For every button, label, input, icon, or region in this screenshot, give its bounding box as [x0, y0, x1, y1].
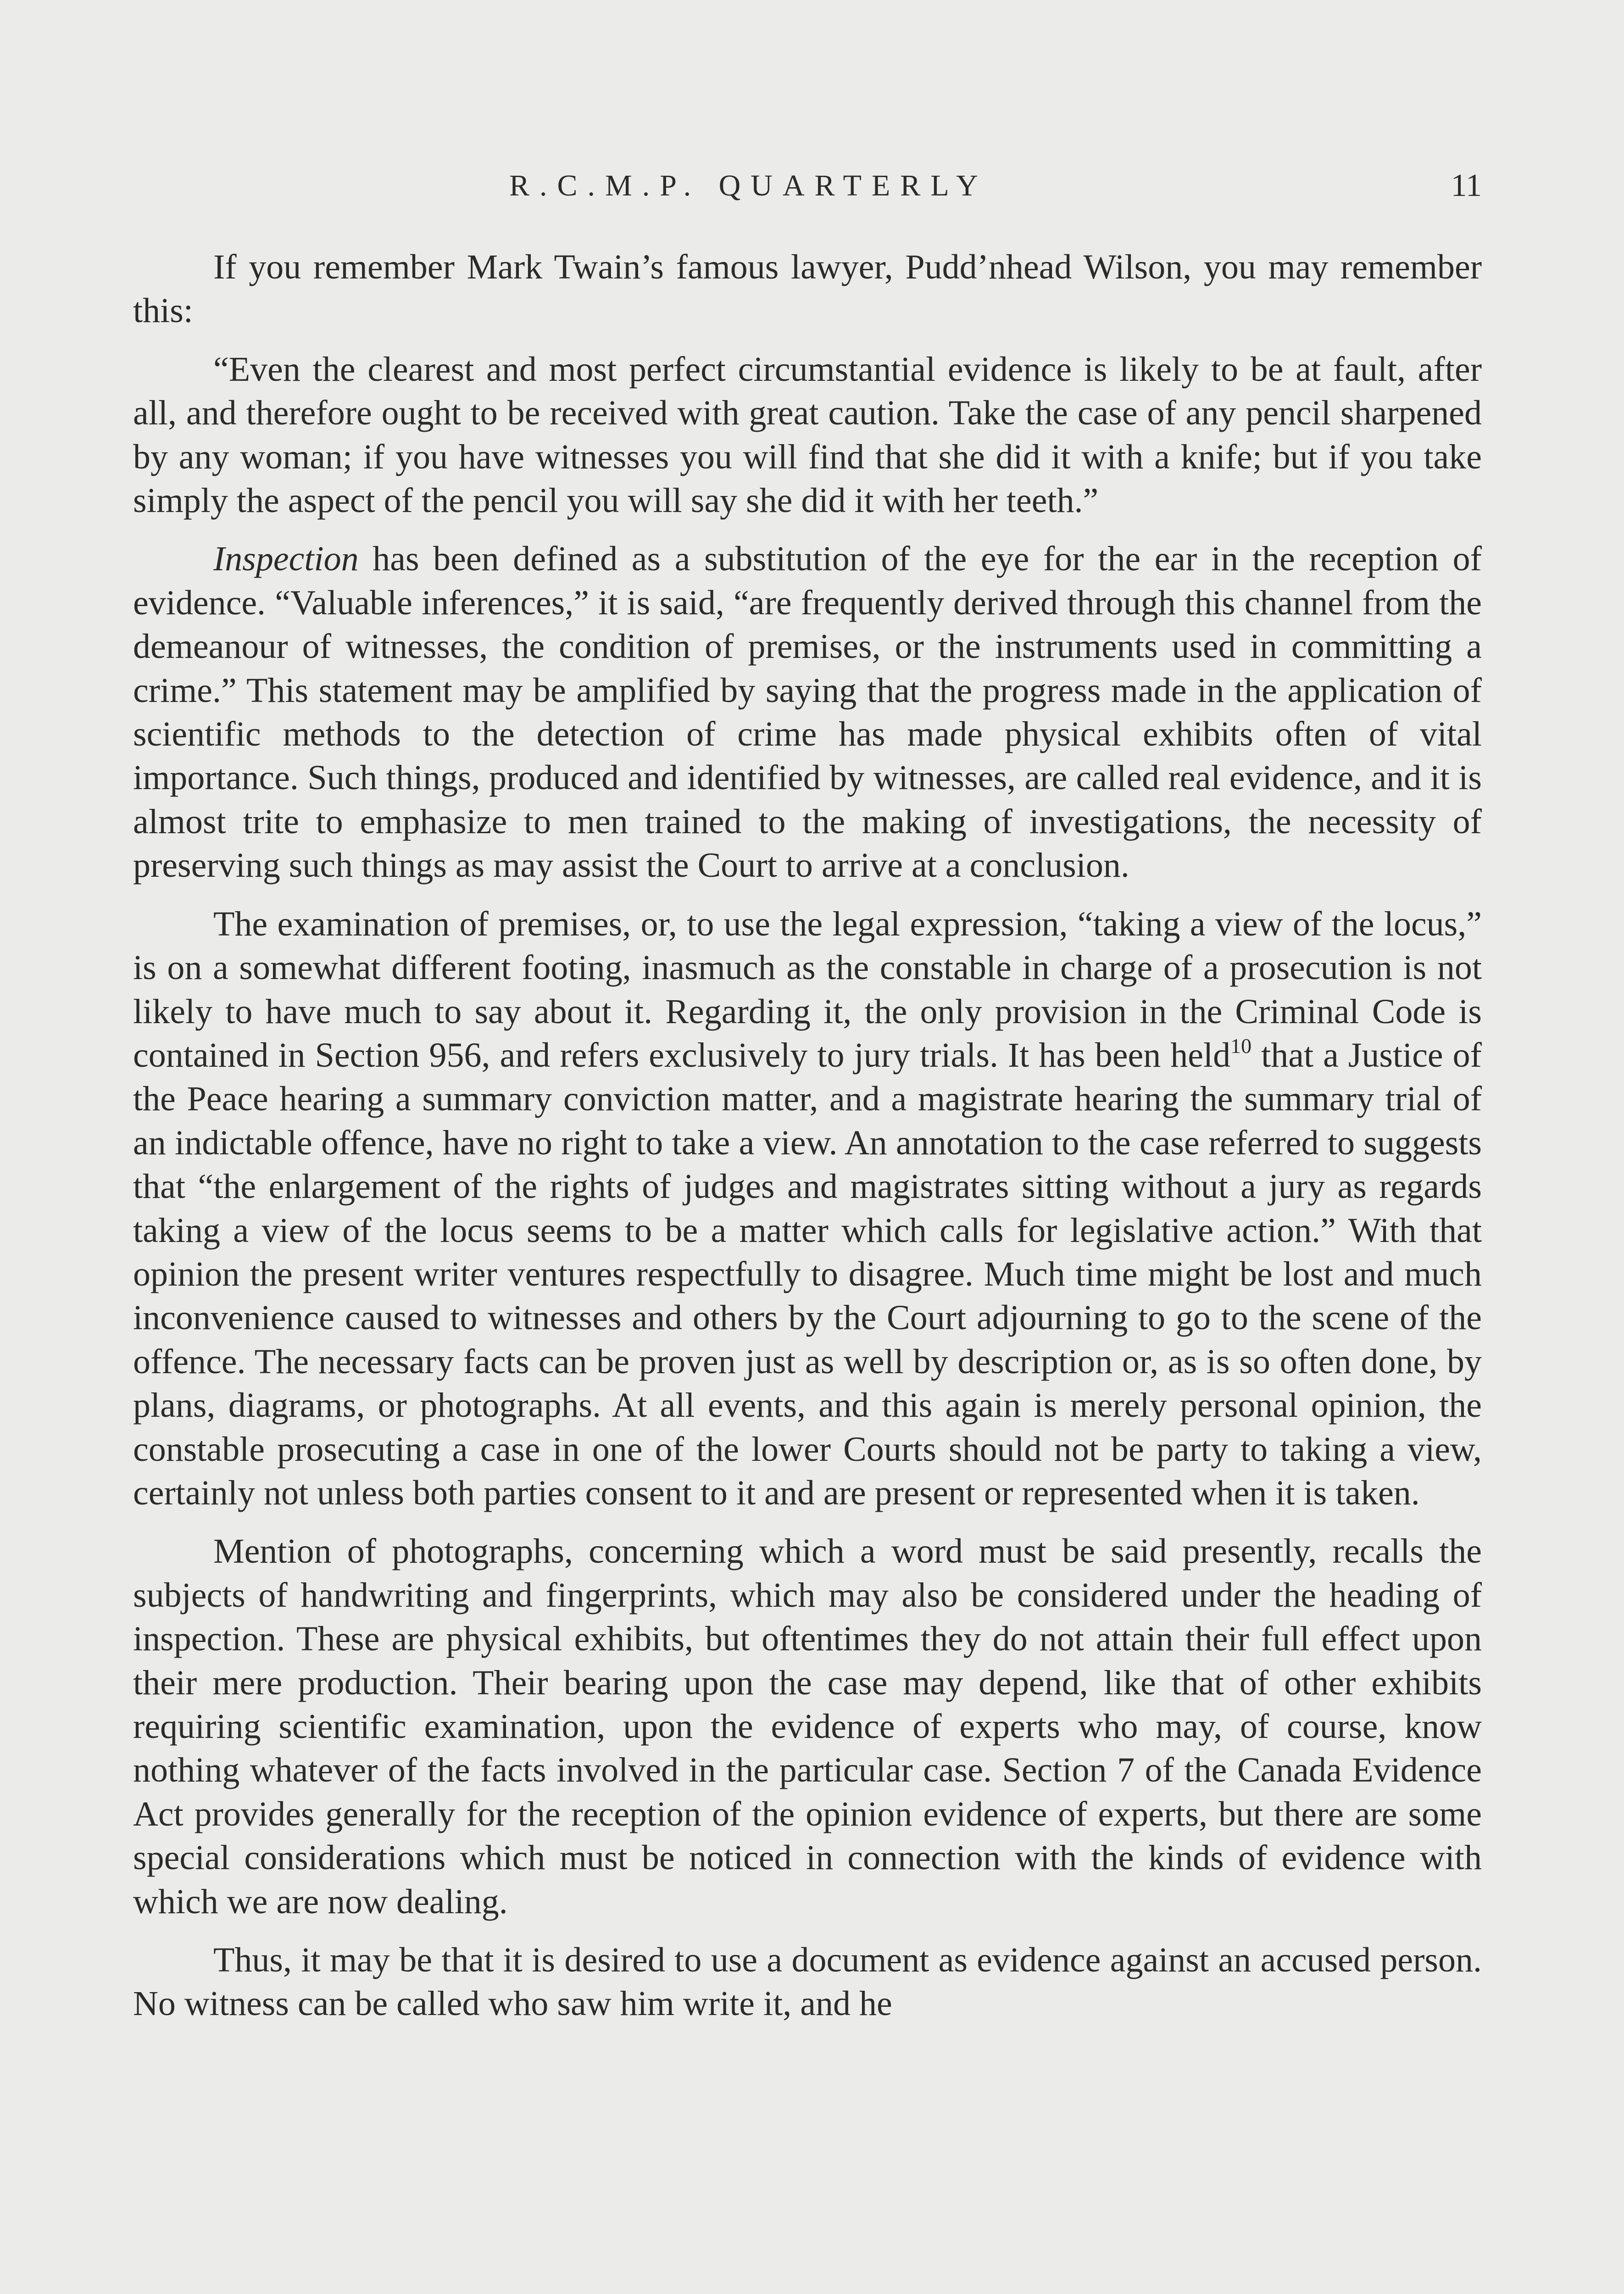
- running-title: R.C.M.P. QUARTERLY: [509, 169, 988, 202]
- paragraph-6: Thus, it may be that it is desired to use a document as evidence against an accused person. No witness can be called who saw him write it, and he: [133, 1941, 1482, 2023]
- paragraph-4: [133, 902, 1482, 1515]
- body-text: [133, 245, 1482, 2041]
- page-number: 11: [1451, 168, 1482, 203]
- paragraph-4-text-after: that a Justice of the Peace hearing a summary conviction matter, and a magistrate hearing the summary trial of an indictable offence, have no right to take a view. An annotation to the case referred to suggests that “the enlargement of the rights of judges and magistrates sitting without a jury as regards taking a view of the locus seems to be a matter which calls for legislative action.” With that opinion the present writer ventures respectfully to disagree. Much time might be lost and much inconvenience caused to witnesses and others by the Court adjourning to go to the scene of the offence. The necessary facts can be proven just as well by description or, as is so often done, by plans, diagrams, or photographs. At all events, and this again is merely personal opinion, the constable prosecuting a case in one of the lower Courts should not be party to taking a view, certainly not unless both parties consent to it and are present or represented when it is taken.: [133, 1036, 1482, 1512]
- paragraph-2: “Even the clearest and most perfect circumstantial evidence is likely to be at fault, after all, and therefore ought to be received with great caution. Take the case of any pencil sharpened by any woman; if you have witnesses you will find that she did it with a knife; but if you take simply the aspect of the pencil you will say she did it with her teeth.”: [133, 350, 1482, 520]
- paragraph-1: If you remember Mark Twain’s famous lawyer, Pudd’nhead Wilson, you may remember this:: [133, 248, 1482, 330]
- paragraph-4-text-before: The examination of premises, or, to use the legal expression, “taking a view of the locus,” is on a somewhat different footing, inasmuch as the constable in charge of a prosecution is not likely to have much to say about it. Regarding it, the only provision in the Criminal Code is contained in Section 956, and refers exclusively to jury trials. It has been held: [133, 904, 1482, 1075]
- paragraph-3: [133, 537, 1482, 887]
- paragraph-3-text: has been defined as a substitution of the eye for the ear in the reception of evidence. “Valuable inferences,” it is said, “are frequently derived through this channel from the demeanour of witnesses, the condition of premises, or the instruments used in committing a crime.” This statement may be amplified by saying that the progress made in the application of scientific methods to the detection of crime has made physical exhibits often of vital importance. Such things, produced and identified by witnesses, are called real evidence, and it is almost trite to emphasize to men trained to the making of investigations, the necessity of preserving such things as may assist the Court to arrive at a conclusion.: [133, 540, 1482, 885]
- running-header: [133, 161, 1482, 211]
- italic-term-inspection: Inspection: [213, 540, 359, 579]
- footnote-reference: 10: [1230, 1034, 1252, 1058]
- paragraph-5: Mention of photographs, concerning which a word must be said presently, recalls the subjects of handwriting and fingerprints, which may also be considered under the heading of inspection. These are physical exhibits, but oftentimes they do not attain their full effect upon their mere production. Their bearing upon the case may depend, like that of other exhibits requiring scientific examination, upon the evidence of experts who may, of course, know nothing whatever of the facts involved in the particular case. Section 7 of the Canada Evidence Act provides generally for the reception of the opinion evidence of experts, but there are some special considerations which must be noticed in connection with the kinds of evidence with which we are now dealing.: [133, 1532, 1482, 1921]
